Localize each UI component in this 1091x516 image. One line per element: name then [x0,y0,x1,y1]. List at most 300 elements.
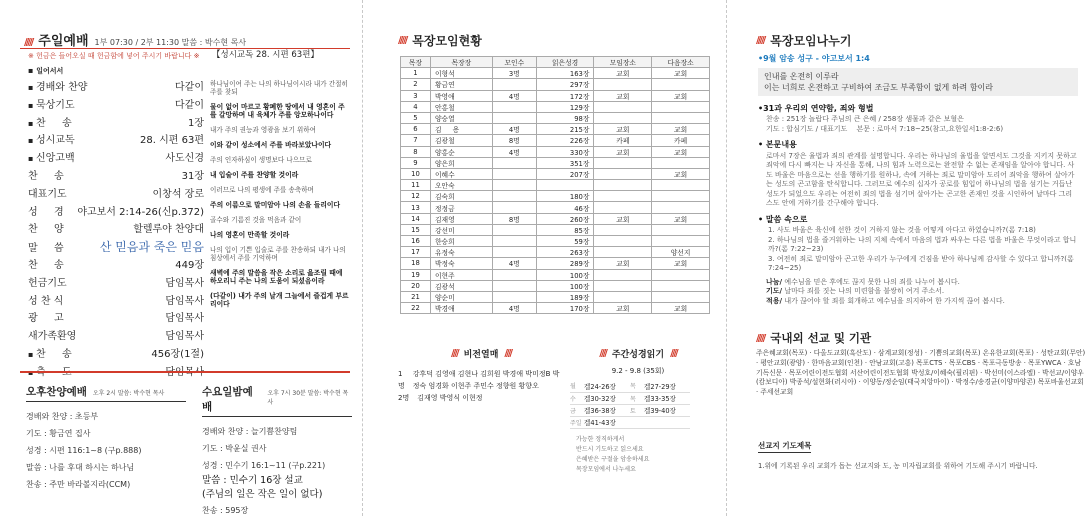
worship-item-label: 찬 송 [28,259,64,271]
table-row [401,112,710,123]
reading-cell: 월 [570,380,584,392]
table-header: 읽은성경 [536,57,594,68]
table-cell: 교회 [652,168,710,179]
weekly-reading [568,347,708,475]
table-header: 다음장소 [652,57,710,68]
application-line [758,297,1078,307]
table-cell: 박경애 [430,303,492,314]
table-cell [652,191,710,202]
worship-header [24,30,348,48]
table-cell [594,224,652,235]
responsive-reading-text [210,80,350,315]
service-line: 성경 : 민수기 16:1~11 (구p.221) [202,461,326,470]
table-cell: 100장 [536,269,594,280]
table-cell: 양은희 [430,157,492,168]
application-line [758,287,1078,297]
reading-date: 9.2 - 9.8 (35회) [611,367,665,375]
table-cell: 8명 [492,213,536,224]
table-cell: 7 [401,135,431,146]
reading-line: 나의 입이 기쁜 입술로 주를 찬송하되 내가 나의 침상에서 주를 기억하며 [210,246,346,262]
table-cell [652,269,710,280]
title-mark-icon: ///// [756,35,765,46]
worship-item-label: 성 찬 식 [28,295,64,307]
table-cell: 170장 [536,303,594,314]
title-mark-icon: //// [599,348,606,359]
table-cell: 11 [401,180,431,191]
worship-item-label: ▪ 일어서서 [28,66,63,76]
table-cell [594,247,652,258]
table-cell: 85장 [536,224,594,235]
table-header: 목장장 [430,57,492,68]
cell-group-header [398,32,482,49]
memory-verse-line: 이는 너희로 온전하고 구비하여 조금도 부족함이 없게 하려 함이라 [764,82,993,92]
table-cell: 교회 [594,124,652,135]
table-cell [652,180,710,191]
reading-cell [644,416,690,428]
reading-cell [630,416,644,428]
reading-line: 하나님이여 주는 나의 하나님이시라 내가 간절히 주를 찾되 [210,80,348,96]
table-cell: 14 [401,213,431,224]
title-mark-icon: //// [504,348,511,359]
table-cell: 유정숙 [430,247,492,258]
table-cell: 263장 [536,247,594,258]
worship-item-value: 456장(1절) [151,348,204,360]
worship-item [28,131,204,149]
table-header: 목장 [401,57,431,68]
table-cell [594,202,652,213]
table-cell: 교회 [594,258,652,269]
table-cell: 카페 [652,135,710,146]
reading-line: 내 입술이 주를 찬양할 것이라 [210,171,299,179]
worship-item-value: 449장 [175,259,204,271]
missions-title: 국내외 선교 및 기관 [770,331,872,345]
questions-title: • 말씀 속으로 [758,214,808,224]
reading-cell: 겔41-43장 [584,416,630,428]
table-cell: 양순미 [430,291,492,302]
table-cell [594,291,652,302]
text-summary-title: • 본문내용 [758,140,797,149]
application-key: 나눔/ [766,277,783,286]
table-cell [492,180,536,191]
table-cell: 교회 [652,90,710,101]
worship-item-label: 대표기도 [28,188,67,200]
prayer-title: 선교지 기도제목 [758,440,811,453]
table-cell: 박정숙 [430,258,492,269]
reading-cell: 겔33-35장 [644,392,690,404]
reading-line: (다같이) 내가 주의 날개 그늘에서 즐겁게 부르리이다 [210,292,349,308]
afternoon-sub: 오후 2시 말씀: 박수현 목사 [92,390,165,397]
worship-times: 1부 07:30 / 2부 11:30 말씀 : 박수현 목사 [94,38,247,47]
lesson-title: •31과 우리의 연약함, 죄와 형벌 [758,103,874,113]
wednesday-sub: 오후 7시 30분 말씀: 박수현 목사 [267,390,349,406]
table-cell: 189장 [536,291,594,302]
table-row [401,303,710,314]
worship-item-value: 사도신경 [165,153,204,165]
table-header: 모임장소 [594,57,652,68]
table-cell: 이현주 [430,269,492,280]
application-text: 예수님을 믿은 후에도 끊지 못한 나의 죄를 나누어 봅시다. [782,277,960,286]
service-line: 말씀 : 나를 후대 하시는 하나님 [26,463,135,472]
reading-cell: 겔27-29장 [644,380,690,392]
table-row [401,191,710,202]
worship-item-value: 담임목사 [165,366,204,378]
table-cell [594,269,652,280]
table-cell: 이혜수 [430,168,492,179]
worship-item-value: 1장 [187,117,204,129]
table-cell: 교회 [652,124,710,135]
reading-line: 나의 영혼이 만족할 것이라 [210,231,290,239]
table-cell: 129장 [536,101,594,112]
table-cell: 안홍철 [430,101,492,112]
vision-fruit [398,347,564,404]
reading-cell: 목 [630,392,644,404]
worship-item-value: 담임목사 [165,331,204,343]
table-row [401,168,710,179]
table-cell: 12 [401,191,431,202]
reading-guide-line: 목장모임에서 나누세요 [576,465,636,473]
reading-line: 내가 주의 권능과 영광을 보기 위하여 [210,126,317,134]
table-cell: 207장 [536,168,594,179]
service-line: (주님의 일은 작은 일이 없다) [202,489,323,500]
offering-notice: ※ 헌금은 들어오실 때 헌금함에 넣어 주시기 바랍니다 ※ [28,52,200,60]
memory-verse-box [758,68,1078,96]
vision-names: 강후덕 김영애 김현나 김희원 박경애 박미정B 박정숙 엄경화 이현주 주민수 정향원 황향오 [412,370,560,390]
table-cell: 20 [401,280,431,291]
table-cell: 21 [401,291,431,302]
reading-cell: 겔36-38장 [584,404,630,416]
table-cell: 김광석 [430,280,492,291]
fold-line [726,0,727,516]
table-cell: 19 [401,269,431,280]
worship-item [28,185,204,203]
title-mark-icon: ///// [398,35,407,46]
table-cell [594,280,652,291]
vision-fruit-title: 비전열매 [463,350,499,360]
table-cell: 297장 [536,79,594,90]
table-cell: 김 용 [430,124,492,135]
text-summary: 로마서 7장은 율법과 죄의 관계를 설명합니다. 우리는 하나님의 율법을 알면서도 그것을 지키지 못하고 죄악에 다시 빠지는 나 자신을 통해, 나의 힘과 노력으로는 완전할 수 없는 존재임을 알아야 합니다. 사도 바울은 마음으로는 선을 행하기를 원하나, 속에 거하는 죄로 말미암아 도리어 죄악을 행하여 살아가는 성도의 곤고함을 탄식합니다. 그러므로 예수의 십자가 공로를 힘입어 하나님의 법을 섬기는 거듭난 성도가 되었으도 우리는 여전히 죄의 법을 섬기며 살아가는 곤고한 존재인 것을 시인하여 날마다 그리스도 안에 거하기를 간구해야 합니다. [766,151,1077,207]
service-line: 말씀 : 민수기 16장 설교 [202,475,303,486]
table-cell [594,157,652,168]
order-of-worship [28,66,204,381]
memory-verse-topic: •9월 암송 성구 - 야고보서 1:4 [758,54,870,63]
responsive-reading-ref: 【성시교독 28. 시편 63편】 [212,50,319,60]
table-row [401,247,710,258]
table-cell [492,79,536,90]
table-cell: 1 [401,68,431,79]
table-cell [492,269,536,280]
worship-item-label: 말 씀 [28,243,64,255]
worship-item [28,78,204,96]
table-row [401,180,710,191]
table-cell [594,168,652,179]
table-row [401,213,710,224]
table-cell [652,224,710,235]
table-cell: 18 [401,258,431,269]
worship-item-value: 28. 시편 63편 [140,135,204,147]
table-cell: 정정금 [430,202,492,213]
table-cell [652,157,710,168]
title-mark-icon: //// [451,348,458,359]
table-cell: 59장 [536,236,594,247]
application-key: 적용/ [766,296,783,305]
table-cell: 4 [401,101,431,112]
table-cell: 교회 [652,213,710,224]
question-item: 2. 하나님의 법을 즐거워하는 나의 지체 속에서 마음의 법과 싸우는 다른 법을 바울은 무엇이라고 합니까?(롬 7:22~23) [768,235,1077,253]
application-line [758,278,1078,288]
worship-item-label: 새가족환영 [28,331,77,343]
worship-item-value: 야고보서 2:14-26(신p.372) [77,206,204,218]
table-cell: 박영애 [430,90,492,101]
table-cell [492,191,536,202]
table-cell: 양승열 [430,112,492,123]
table-row [401,157,710,168]
table-cell: 3 [401,90,431,101]
reading-line: 주의 인자하심이 생명보다 나으므로 [210,156,312,164]
weekly-reading-title: 주간성경읽기 [611,350,665,360]
service-line: 경배와 찬양 : 늘기쁨찬양팀 [202,427,298,436]
memory-verse-line: 인내를 온전히 이루라 [764,71,839,81]
reading-row [570,416,690,428]
table-cell: 8 [401,146,431,157]
application-text: 내가 끊어야 할 죄를 회개하고 예수님을 의지하여 한 가지씩 끊어 봅시다. [782,296,1005,305]
worship-item [28,309,204,327]
worship-item-label: 찬 양 [28,224,64,236]
table-cell: 4명 [492,303,536,314]
worship-item [28,345,204,363]
worship-item-label: ▪ 찬 송 [28,345,72,360]
table-cell: 김재영 [430,213,492,224]
lesson-line: 찬송 : 251장 놀랍다 주님의 큰 은혜 / 258장 샘물과 같은 보혈은 [766,115,964,123]
table-cell: 오안숙 [430,180,492,191]
table-cell: 김숙희 [430,191,492,202]
cell-group-table [400,56,710,314]
table-cell: 98장 [536,112,594,123]
application-text: 날마다 죄를 짓는 나의 미련함을 불쌍히 여겨 주소서. [782,287,945,295]
table-cell: 8명 [492,135,536,146]
reading-guide-line: 은혜받은 구절을 암송하세요 [576,455,650,463]
worship-item-value: 다같이 [175,82,204,93]
missions-header [756,330,871,346]
sharing-content [758,54,1078,306]
reading-line: 이와 같이 성소에서 주를 바라보았나이다 [210,141,332,149]
table-cell [492,224,536,235]
table-cell: 교회 [652,258,710,269]
reading-cell: 겔30-32장 [584,392,630,404]
table-row [401,269,710,280]
reading-line: 이러므로 나의 평생에 주를 송축하며 [210,186,314,194]
reading-line: 주의 이름으로 말미암아 나의 손을 들리이다 [210,201,341,209]
worship-item-label: ▪ 찬 송 [28,114,72,129]
table-cell: 교회 [594,303,652,314]
table-cell [594,191,652,202]
worship-item-value: 담임목사 [165,277,204,289]
worship-item [28,66,204,78]
worship-item-label: ▪ 축 도 [28,363,72,378]
table-cell [492,202,536,213]
table-cell [492,157,536,168]
sharing-header [756,32,851,49]
reading-row [570,392,690,404]
sharing-column [728,0,1091,516]
reading-cell: 목 [630,380,644,392]
service-line: 기도 : 황금연 집사 [26,429,91,438]
divider [20,371,350,373]
table-cell: 2 [401,79,431,90]
wednesday-service [202,384,352,516]
worship-item-value: 다같이 [175,99,204,111]
reading-cell: 겔39-40장 [644,404,690,416]
reading-row [570,380,690,392]
worship-item-label: ▪ 성시교독 [28,131,75,146]
service-line: 경배와 찬양 : 초등부 [26,412,99,421]
worship-item [28,220,204,238]
table-row [401,280,710,291]
table-cell: 15 [401,224,431,235]
worship-item-value: 담임목사 [165,295,204,307]
table-cell [492,280,536,291]
vision-row [398,368,564,392]
table-cell: 5 [401,112,431,123]
table-cell: 180장 [536,191,594,202]
table-cell: 황금연 [430,79,492,90]
table-cell: 215장 [536,124,594,135]
worship-item-value: 할렐루야 찬양대 [133,224,204,236]
afternoon-title: 오후찬양예배 [26,386,87,398]
reading-guide-line: 가능한 정직하게서 [576,435,625,443]
worship-item-label: 헌금기도 [28,277,67,289]
reading-line: 골수와 기름진 것을 먹음과 같이 [210,216,302,224]
table-cell [492,112,536,123]
table-cell: 교회 [652,303,710,314]
table-cell: 강선미 [430,224,492,235]
worship-item [28,203,204,221]
question-item: 1. 사도 바울은 육신에 선한 것이 거하지 않는 것을 어떻게 아다고 하였습니까?(롬 7:18) [768,226,1036,234]
table-cell: 이형석 [430,68,492,79]
table-cell [652,280,710,291]
table-cell: 46장 [536,202,594,213]
worship-item [28,96,204,114]
reading-cell: 겔24-26장 [584,380,630,392]
worship-item [28,256,204,274]
table-cell: 226장 [536,135,594,146]
table-cell: 16 [401,236,431,247]
table-header: 모인수 [492,57,536,68]
missions-list: 주은혜교회(목포) · 다올도교회(흑산도) · 삼계교회(정성) · 기쁨의교회(목포) 온유한교회(목포) · 성탄교회(무안) · 평안교회(광양) · 한마음교회(인천) · 안남교회(고흥) 목포CTS · 목포CBS · 목포극동방송 · 목포YWCA · 호남기독신문 · 목포어린이전도협회 서산어린이전도협회 박성호/이혜숙(필리핀) · 박선미(이스라엘) · 박선교/이양우(캄보디아) 박종석/설현화(러시아) · 이양동/정순임(태국치앙마이) · 박정수/송경균(이양마양콘) 목포바울선교회 · 주세선교회 [756,349,1086,397]
reading-row [570,404,690,416]
table-cell [594,236,652,247]
table-cell [492,247,536,258]
worship-item-label: 찬 송 [28,170,64,182]
prayer-text: 1.위에 기록된 우리 교회가 돕는 선교지와 도, 농 미자립교회를 위하여 기도해 주시기 바랍니다. [758,462,1038,470]
table-cell: 163장 [536,68,594,79]
table-cell: 양홍순 [430,146,492,157]
worship-item-value: 이창석 장로 [152,188,204,200]
table-cell: 260장 [536,213,594,224]
table-cell: 351장 [536,157,594,168]
table-row [401,135,710,146]
table-row [401,291,710,302]
worship-item-value: 31장 [181,170,204,182]
table-cell [594,101,652,112]
table-row [401,90,710,101]
lesson-line: 기도 : 합심기도 / 대표기도 본문 : 로마서 7:18~25(참고,요한일서1:8-2:6) [766,124,1004,133]
table-cell: 22 [401,303,431,314]
vision-names: 김재영 박영식 이현정 [417,394,483,402]
table-cell: 한승희 [430,236,492,247]
vision-count: 1명 [398,370,405,390]
worship-item [28,327,204,345]
table-cell [652,202,710,213]
table-cell [492,291,536,302]
table-cell: 330장 [536,146,594,157]
service-line: 찬송 : 595장 [202,506,249,515]
application-key: 기도/ [766,287,783,295]
table-cell: 교회 [652,68,710,79]
page-title: 주일예배 [38,34,89,49]
table-cell [492,168,536,179]
table-cell [652,291,710,302]
cell-group-column [362,0,724,516]
worship-item-label: ▪ 묵상기도 [28,96,75,111]
table-cell: 6 [401,124,431,135]
worship-item [28,114,204,132]
afternoon-service [26,384,186,493]
worship-column [0,0,360,516]
table-row [401,124,710,135]
cell-group-title: 목장모임현황 [412,34,482,48]
worship-item-label: ▪ 경배와 찬양 [28,78,87,93]
table-cell [594,180,652,191]
reading-guide [568,435,708,475]
table-cell [594,79,652,90]
table-cell [652,101,710,112]
question-item: 3. 여전히 죄로 말미암아 곤고한 우리가 누구에게 건짐을 받아 하나님께 감사할 수 있다고 합니까?(롬 7:24~25) [768,254,1074,272]
table-row [401,202,710,213]
table-cell: 9 [401,157,431,168]
reading-cell: 주일 [570,416,584,428]
table-cell [652,79,710,90]
worship-item-value: 산 믿음과 죽은 믿음 [99,240,204,255]
table-cell: 3명 [492,68,536,79]
sharing-title: 목장모임나누기 [770,34,852,48]
table-row [401,146,710,157]
table-cell [492,101,536,112]
table-row [401,101,710,112]
table-cell [492,236,536,247]
worship-item [28,292,204,310]
worship-item [28,274,204,292]
worship-item [28,149,204,167]
table-cell: 카페 [594,135,652,146]
table-cell: 양선지 [652,247,710,258]
table-cell: 100장 [536,280,594,291]
table-cell: 13 [401,202,431,213]
worship-item-value: 담임목사 [165,313,204,325]
vision-row [398,392,564,404]
reading-cell: 금 [570,404,584,416]
table-cell: 교회 [594,68,652,79]
table-cell: 4명 [492,258,536,269]
table-cell: 17 [401,247,431,258]
table-row [401,79,710,90]
table-cell [652,112,710,123]
reading-guide-line: 반드시 기도하고 읽으세요 [576,445,644,453]
worship-item-label: 광 고 [28,313,64,325]
title-mark-icon: ///// [24,37,33,48]
reading-cell: 토 [630,404,644,416]
reading-cell: 수 [570,392,584,404]
